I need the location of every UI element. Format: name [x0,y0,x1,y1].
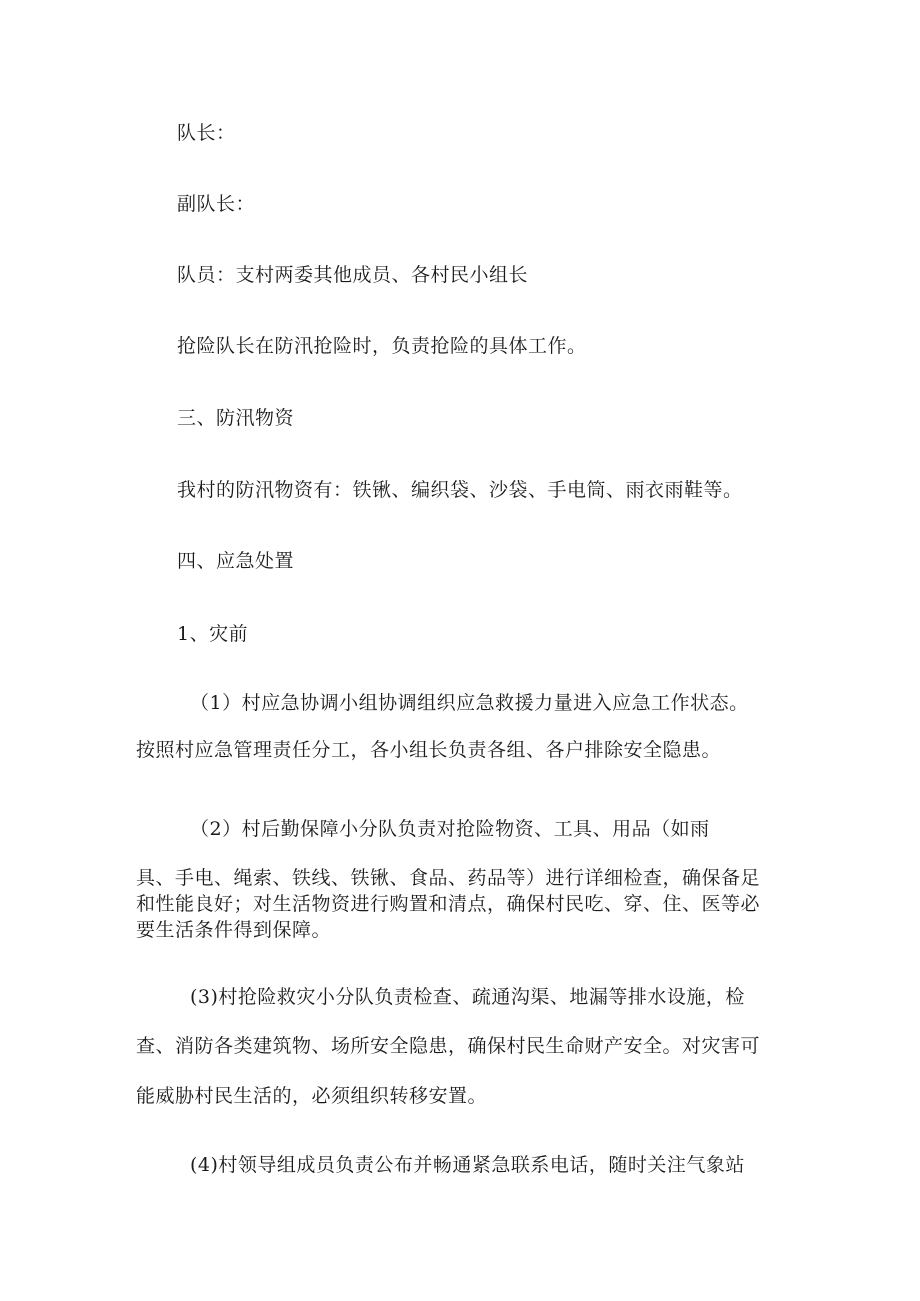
text-line-leader-duty: 抢险队长在防汛抢险时，负责抢险的具体工作。 [177,335,587,357]
text-line-team-members: 队员：支村两委其他成员、各村民小组长 [177,264,529,286]
paragraph-item-2-line-2: 具、手电、绳索、铁线、铁锹、食品、药品等）进行详细检查，确保备足 [136,867,761,889]
section-heading-emergency: 四、应急处置 [177,550,295,572]
text-line-supplies: 我村的防汛物资有：铁锹、编织袋、沙袋、手电筒、雨衣雨鞋等。 [177,479,743,501]
text-line-deputy-leader: 副队长： [177,193,256,215]
paragraph-item-3-line-1: (3)村抢险救灾小分队负责检查、疏通沟渠、地漏等排水设施，检 [190,986,745,1008]
paragraph-item-4-line-1: (4)村领导组成员负责公布并畅通紧急联系电话，随时关注气象站 [190,1154,745,1176]
paragraph-item-2-line-3: 和性能良好；对生活物资进行购置和清点，确保村民吃、穿、住、医等必 [136,893,761,915]
paragraph-item-2-line-1: （2）村后勤保障小分队负责对抢险物资、工具、用品（如雨 [190,818,710,840]
paragraph-item-3-line-3: 能威胁村民生活的，必须组织转移安置。 [136,1085,488,1107]
paragraph-item-1-line-2: 按照村应急管理责任分工，各小组长负责各组、各户排除安全隐患。 [136,739,722,761]
paragraph-item-1-line-1: （1）村应急协调小组协调组织应急救援力量进入应急工作状态。 [190,692,749,714]
section-heading-supplies: 三、防汛物资 [177,407,295,429]
paragraph-item-2-line-4: 要生活条件得到保障。 [136,919,332,941]
subsection-heading-before-disaster: 1、灾前 [177,623,249,645]
paragraph-item-3-line-2: 查、消防各类建筑物、场所安全隐患，确保村民生命财产安全。对灾害可 [136,1035,761,1057]
text-line-team-leader: 队长： [177,122,236,144]
